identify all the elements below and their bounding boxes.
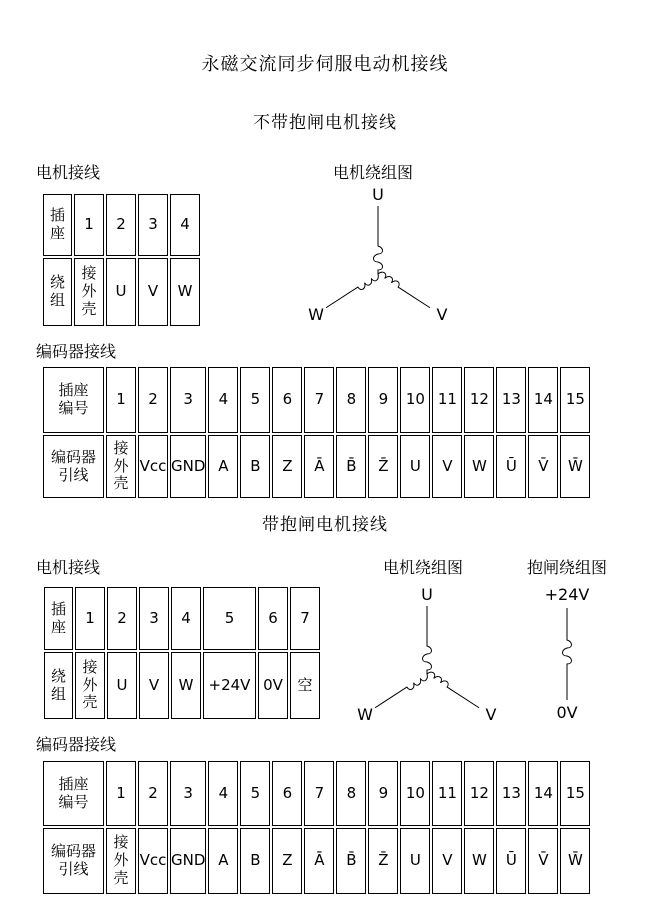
table-cell: W <box>464 828 494 894</box>
table-cell: 插 座 <box>44 587 73 650</box>
table-cell: 4 <box>170 194 200 256</box>
table-cell: 13 <box>496 367 526 433</box>
table-cell: 10 <box>400 761 430 826</box>
table-cell: 12 <box>464 367 494 433</box>
motor-winding-diagram-brake <box>349 586 509 734</box>
motor-wiring-label-brake: 电机接线 <box>36 558 101 577</box>
table-cell: V <box>139 652 169 719</box>
winding-coil-u <box>374 206 383 274</box>
table-cell: 14 <box>528 761 558 826</box>
table-cell: 10 <box>400 367 430 433</box>
table-cell: U <box>106 258 136 326</box>
table-cell: V <box>432 435 462 498</box>
winding-terminal-u-label: U <box>372 185 384 204</box>
table-cell: U <box>400 828 430 894</box>
winding-coil-w <box>375 674 429 712</box>
table-cell: GND <box>170 828 206 894</box>
table-cell: U <box>107 652 137 719</box>
brake-winding-diagram <box>521 584 613 734</box>
brake-coil <box>563 608 572 700</box>
page-title: 永磁交流同步伺服电动机接线 <box>201 54 449 75</box>
table-cell: 接 外 壳 <box>106 828 136 894</box>
encoder-wiring-label-brake: 编码器接线 <box>36 735 117 754</box>
table-cell: 6 <box>272 761 302 826</box>
table-cell: 7 <box>304 761 334 826</box>
table-cell: Z̄ <box>368 435 398 498</box>
table-cell: 6 <box>272 367 302 433</box>
table-cell: 插座 编号 <box>43 761 104 826</box>
table-cell: 1 <box>75 587 105 650</box>
winding-terminal-w-label: W <box>308 305 324 324</box>
table-cell: 9 <box>368 367 398 433</box>
table-cell: 15 <box>560 761 590 826</box>
table-cell: 12 <box>464 761 494 826</box>
table-cell: +24V <box>203 652 256 719</box>
winding-terminal-v-label: V <box>436 305 448 324</box>
table-cell: 2 <box>107 587 137 650</box>
table-cell: 接 外 壳 <box>106 435 136 498</box>
table-cell: 3 <box>139 587 169 650</box>
table-cell: GND <box>170 435 206 498</box>
table-cell: 1 <box>106 367 136 433</box>
table-cell: Z <box>272 435 302 498</box>
table-cell: 3 <box>170 367 206 433</box>
brake-winding-diagram-label: 抱闸绕组图 <box>527 558 608 577</box>
table-cell: 1 <box>74 194 104 256</box>
table-cell: B <box>240 828 270 894</box>
motor-winding-diagram-label: 电机绕组图 <box>333 163 414 182</box>
table-cell: B <box>240 435 270 498</box>
table-cell: 7 <box>290 587 320 650</box>
table-cell: B̄ <box>336 435 366 498</box>
motor-wiring-label: 电机接线 <box>36 163 101 182</box>
winding-terminal-u-label: U <box>421 585 433 604</box>
table-cell: 绕 组 <box>43 258 72 326</box>
table-cell: Ū <box>496 435 526 498</box>
table-cell: 7 <box>304 367 334 433</box>
table-cell: W̄ <box>560 435 590 498</box>
encoder-wiring-label: 编码器接线 <box>36 342 117 361</box>
table-cell: V̄ <box>528 435 558 498</box>
table-cell: 5 <box>240 367 270 433</box>
table-cell: W <box>464 435 494 498</box>
table-cell: 8 <box>336 367 366 433</box>
table-cell: U <box>400 435 430 498</box>
table-cell: 0V <box>258 652 288 719</box>
motor-connection-table <box>41 192 202 328</box>
table-cell: Ā <box>304 435 334 498</box>
table-cell: 15 <box>560 367 590 433</box>
table-cell: 2 <box>138 367 168 433</box>
table-cell: Vcc <box>138 435 168 498</box>
winding-coil-v <box>427 670 481 708</box>
table-cell: 6 <box>258 587 288 650</box>
table-cell: Ā <box>304 828 334 894</box>
table-cell: 空 <box>290 652 320 719</box>
table-cell: 11 <box>432 761 462 826</box>
table-cell: W̄ <box>560 828 590 894</box>
brake-plus24v-label: +24V <box>544 585 590 604</box>
table-cell: B̄ <box>336 828 366 894</box>
table-cell: 2 <box>106 194 136 256</box>
encoder-connection-table <box>41 365 592 500</box>
motor-connection-table-brake <box>42 585 322 721</box>
table-cell: A <box>208 828 238 894</box>
table-cell: 插座 编号 <box>43 367 104 433</box>
table-cell: 14 <box>528 367 558 433</box>
table-cell: 插 座 <box>43 194 72 256</box>
table-cell: V̄ <box>528 828 558 894</box>
table-cell: V <box>432 828 462 894</box>
table-cell: 编码器 引线 <box>43 828 104 894</box>
table-cell: 3 <box>138 194 168 256</box>
table-cell: V <box>138 258 168 326</box>
winding-coil-u <box>423 606 432 674</box>
table-cell: 1 <box>106 761 136 826</box>
table-cell: Vcc <box>138 828 168 894</box>
motor-winding-diagram-label-brake: 电机绕组图 <box>383 558 464 577</box>
winding-coil-v <box>378 270 432 308</box>
table-cell: 编码器 引线 <box>43 435 104 498</box>
table-cell: 绕 组 <box>44 652 73 719</box>
table-cell: 2 <box>138 761 168 826</box>
table-cell: 4 <box>208 367 238 433</box>
section-brake-heading: 带抱闸电机接线 <box>262 515 388 535</box>
table-cell: W <box>170 258 200 326</box>
table-cell: W <box>171 652 201 719</box>
table-cell: 3 <box>170 761 206 826</box>
encoder-connection-table-brake <box>41 759 592 896</box>
brake-0v-label: 0V <box>556 703 578 722</box>
motor-winding-diagram <box>300 186 460 334</box>
table-cell: 5 <box>240 761 270 826</box>
table-cell: Ū <box>496 828 526 894</box>
table-cell: Z <box>272 828 302 894</box>
table-cell: 接 外 壳 <box>74 258 104 326</box>
winding-terminal-w-label: W <box>357 705 373 724</box>
table-cell: 9 <box>368 761 398 826</box>
table-cell: 4 <box>208 761 238 826</box>
table-cell: 4 <box>171 587 201 650</box>
table-cell: 接 外 壳 <box>75 652 105 719</box>
table-cell: 8 <box>336 761 366 826</box>
table-cell: Z̄ <box>368 828 398 894</box>
table-cell: 11 <box>432 367 462 433</box>
section-no-brake-heading: 不带抱闸电机接线 <box>253 113 397 133</box>
table-cell: A <box>208 435 238 498</box>
table-cell: 13 <box>496 761 526 826</box>
winding-coil-w <box>326 274 380 312</box>
winding-terminal-v-label: V <box>485 705 497 724</box>
table-cell: 5 <box>203 587 256 650</box>
